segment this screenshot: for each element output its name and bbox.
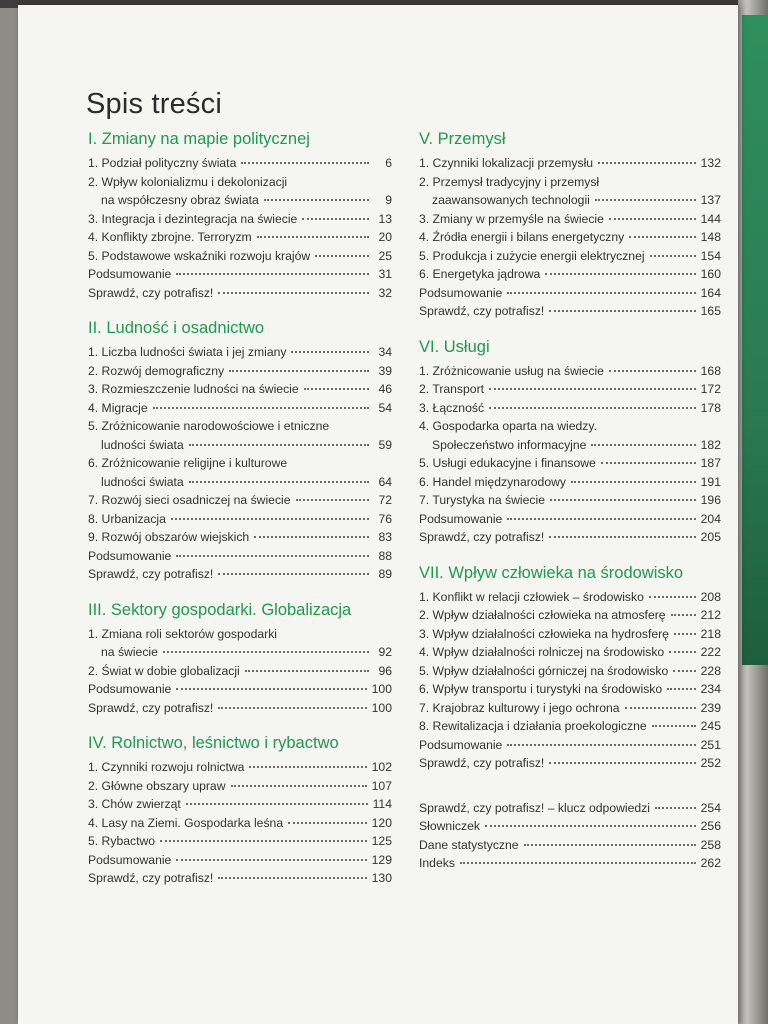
toc-entry-title: Dane statystyczne (419, 837, 519, 852)
toc-entry-title: Sprawdź, czy potrafisz! (88, 700, 214, 715)
toc-entry-page: 72 (378, 493, 392, 507)
toc-entry-title: Podsumowanie (88, 548, 172, 563)
toc-entry-title: 2. Transport (419, 382, 485, 396)
toc-entry-page: 254 (700, 800, 721, 815)
toc-entry-page: 46 (378, 382, 392, 396)
toc-entry-page: 83 (378, 530, 392, 544)
toc-chapter (419, 128, 721, 321)
toc-entry-title: 4. Gospodarka oparta na wiedzy. (419, 419, 597, 433)
toc-entry-page: 137 (700, 193, 721, 207)
dot-leader (507, 518, 695, 520)
dot-leader (153, 407, 369, 409)
dot-leader (671, 614, 696, 616)
toc-entry[interactable] (88, 343, 392, 362)
toc-entry-page: 25 (378, 248, 392, 263)
toc-entry[interactable] (88, 851, 392, 870)
chapter-heading[interactable]: V. Przemysł (419, 130, 506, 148)
toc-chapter (88, 302, 392, 584)
toc-entry[interactable] (88, 417, 392, 436)
dot-leader (550, 499, 696, 501)
toc-entry[interactable] (88, 380, 392, 399)
toc-chapter (419, 321, 721, 547)
dot-leader (591, 444, 695, 446)
toc-entry-page: 96 (378, 663, 392, 678)
toc-entry[interactable] (88, 284, 392, 303)
toc-entry-title: Podsumowanie (88, 682, 172, 696)
toc-entry-page: 168 (700, 363, 721, 378)
dot-leader (650, 255, 696, 257)
toc-entry[interactable] (88, 473, 392, 492)
dot-leader (171, 518, 369, 520)
toc-entry[interactable] (88, 528, 392, 547)
toc-entry[interactable] (419, 399, 721, 418)
appendix-list (419, 799, 721, 873)
toc-entry-title: 3. Zmiany w przemyśle na świecie (419, 211, 604, 226)
toc-entry-title: 6. Wpływ transportu i turystyki na środowisko (419, 682, 663, 696)
toc-entry-title: 4. Wpływ działalności rolniczej na środowisko (419, 645, 665, 659)
toc-entry[interactable] (419, 154, 721, 173)
chapter-heading[interactable]: III. Sektory gospodarki. Globalizacja (88, 600, 352, 619)
toc-entry-title: Podsumowanie (88, 852, 172, 867)
toc-entry-title: Podsumowanie (88, 267, 172, 281)
toc-entry-page: 154 (700, 248, 721, 263)
toc-entry[interactable] (419, 436, 721, 455)
dot-leader (549, 310, 695, 312)
toc-entry-title: 1. Podział polityczny świata (88, 156, 237, 170)
toc-entry[interactable] (419, 247, 721, 266)
toc-entry[interactable] (88, 758, 392, 777)
dot-leader (189, 481, 369, 483)
dot-leader (609, 370, 696, 372)
toc-entry-page: 132 (700, 156, 721, 170)
dot-leader (176, 859, 366, 861)
dot-leader (595, 199, 696, 201)
toc-entry[interactable] (419, 625, 721, 644)
dot-leader (218, 292, 369, 294)
dot-leader (241, 162, 369, 164)
chapter-heading[interactable]: VII. Wpływ człowieka na środowisko (419, 563, 684, 582)
toc-chapter (88, 717, 392, 888)
dot-leader (673, 670, 695, 672)
dot-leader (609, 218, 696, 220)
toc-entry[interactable] (419, 210, 721, 229)
toc-entry-page: 102 (371, 760, 392, 774)
toc-entry-page: 178 (700, 400, 721, 415)
toc-entry-title: na współczesny obraz świata (101, 193, 259, 207)
toc-entry-page: 164 (700, 285, 721, 300)
toc-entry-title: 6. Zróżnicowanie religijne i kulturowe (88, 456, 288, 470)
toc-chapter (419, 547, 721, 773)
toc-entry[interactable] (88, 643, 392, 662)
dot-leader (489, 388, 696, 390)
chapter-heading[interactable]: IV. Rolnictwo, leśnictwo i rybactwo (88, 734, 339, 752)
toc-entry-title: 6. Energetyka jądrowa (419, 267, 541, 281)
toc-entry[interactable] (88, 362, 392, 381)
dot-leader (485, 825, 696, 827)
toc-entry[interactable] (419, 588, 721, 607)
toc-entry[interactable] (88, 680, 392, 699)
toc-entry[interactable] (88, 814, 392, 833)
toc-entry[interactable] (88, 191, 392, 210)
toc-entry-page: 251 (700, 737, 721, 752)
toc-entry[interactable] (419, 191, 721, 210)
spacer (88, 584, 392, 599)
dot-leader (163, 651, 369, 653)
toc-entry-page: 34 (378, 345, 392, 359)
toc-right-column (419, 128, 721, 873)
toc-entry-page: 92 (378, 645, 392, 659)
toc-entry[interactable] (88, 436, 392, 455)
toc-entry-page: 191 (700, 474, 721, 489)
toc-entry-title: 1. Zróżnicowanie usług na świecie (419, 363, 604, 378)
toc-entry-title: 4. Migracje (88, 400, 148, 415)
toc-entry-title: 7. Krajobraz kulturowy i jego ochrona (419, 700, 620, 715)
toc-entry-title: 1. Liczba ludności świata i jej zmiany (88, 345, 287, 359)
toc-entry-page: 32 (378, 285, 392, 300)
toc-entry-page: 114 (372, 797, 392, 811)
dot-leader (649, 596, 696, 598)
toc-entry-title: zaawansowanych technologii (432, 193, 590, 207)
toc-entry[interactable] (88, 228, 392, 247)
toc-entry[interactable] (419, 173, 721, 192)
cover-edge-green (742, 15, 768, 665)
dot-leader (315, 255, 369, 257)
toc-entry-page: 20 (378, 230, 392, 244)
toc-entry-title: 2. Rozwój demograficzny (88, 363, 225, 378)
toc-entry-page: 120 (371, 815, 392, 830)
toc-entry[interactable] (419, 491, 721, 510)
toc-entry[interactable] (88, 399, 392, 418)
toc-entry[interactable] (88, 869, 392, 888)
toc-entry-title: 6. Handel międzynarodowy (419, 474, 567, 489)
dot-leader (229, 370, 369, 372)
chapter-heading[interactable]: I. Zmiany na mapie politycznej (88, 130, 310, 148)
dot-leader (545, 273, 695, 275)
toc-entry-page: 6 (385, 156, 392, 170)
toc-entry-page: 204 (700, 511, 721, 526)
dot-leader (304, 388, 369, 390)
spacer (419, 321, 721, 336)
dot-leader (176, 555, 369, 557)
toc-entry-title: 3. Rozmieszczenie ludności na świecie (88, 382, 299, 396)
toc-entry[interactable] (419, 736, 721, 755)
toc-entry-title: 4. Źródła energii i bilans energetyczny (419, 230, 625, 244)
toc-entry-title: Sprawdź, czy potrafisz! (88, 285, 214, 300)
toc-entry-title: Sprawdź, czy potrafisz! – klucz odpowiedzi (419, 800, 650, 815)
toc-entry-title: 5. Usługi edukacyjne i finansowe (419, 456, 596, 470)
dot-leader (296, 499, 369, 501)
toc-entry-title: 5. Wpływ działalności górniczej na środowisko (419, 663, 669, 678)
toc-entry-page: 228 (700, 663, 721, 678)
toc-entry-title: Sprawdź, czy potrafisz! (419, 530, 545, 544)
toc-entry-page: 9 (385, 193, 392, 207)
toc-entry[interactable] (88, 454, 392, 473)
toc-entry-title: 5. Rybactwo (88, 834, 156, 848)
toc-entry-title: 1. Konflikt w relacji człowiek – środowisko (419, 589, 644, 604)
toc-entry-page: 218 (700, 626, 721, 641)
dot-leader (176, 273, 369, 275)
toc-entry-title: Społeczeństwo informacyjne (432, 437, 587, 452)
toc-entry-page: 130 (371, 871, 392, 885)
toc-entry-title: 2. Wpływ kolonializmu i dekolonizacji (88, 174, 288, 189)
dot-leader (231, 785, 367, 787)
toc-entry[interactable] (419, 854, 721, 873)
toc-entry-title: 2. Wpływ działalności człowieka na atmosferę (419, 608, 666, 622)
toc-entry[interactable] (419, 606, 721, 625)
dot-leader (598, 162, 696, 164)
dot-leader (667, 688, 696, 690)
toc-entry-page: 208 (700, 589, 721, 604)
toc-entry-title: ludności świata (101, 474, 184, 489)
toc-entry-page: 13 (378, 211, 392, 226)
toc-entry-page: 160 (700, 267, 721, 281)
toc-entry-title: Sprawdź, czy potrafisz! (88, 567, 214, 581)
toc-entry-title: 1. Zmiana roli sektorów gospodarki (88, 626, 277, 641)
toc-entry-title: 1. Czynniki lokalizacji przemysłu (419, 156, 594, 170)
dot-leader (189, 444, 369, 446)
toc-entry[interactable] (88, 662, 392, 681)
toc-entry[interactable] (419, 265, 721, 284)
toc-entry-page: 100 (371, 682, 392, 696)
toc-entry-page: 222 (700, 645, 721, 659)
toc-entry-page: 89 (378, 567, 392, 581)
dot-leader (218, 573, 369, 575)
toc-entry-page: 234 (700, 682, 721, 696)
dot-leader (601, 462, 696, 464)
toc-entry[interactable] (419, 754, 721, 773)
spacer (88, 302, 392, 317)
toc-entry[interactable] (419, 454, 721, 473)
dot-leader (507, 744, 695, 746)
toc-entry-title: 7. Rozwój sieci osadniczej na świecie (88, 493, 291, 507)
toc-entry[interactable] (88, 795, 392, 814)
dot-leader (549, 536, 695, 538)
toc-entry[interactable] (419, 284, 721, 303)
toc-entry[interactable] (419, 510, 721, 529)
toc-entry[interactable] (419, 417, 721, 436)
toc-entry-page: 144 (700, 211, 721, 226)
toc-entry-title: Indeks (419, 856, 455, 870)
toc-entry-title: Podsumowanie (419, 737, 503, 752)
toc-entry[interactable] (88, 154, 392, 173)
toc-entry[interactable] (419, 228, 721, 247)
toc-entry[interactable] (88, 699, 392, 718)
toc-entry[interactable] (419, 817, 721, 836)
toc-entry-title: 3. Wpływ działalności człowieka na hydrosferę (419, 626, 669, 641)
toc-entry-page: 258 (700, 837, 721, 852)
toc-entry-title: 1. Czynniki rozwoju rolnictwa (88, 760, 245, 774)
toc-entry-page: 107 (371, 778, 392, 793)
dot-leader (652, 725, 696, 727)
toc-entry-title: 8. Rewitalizacja i działania proekologiczne (419, 719, 647, 733)
toc-entry-page: 31 (378, 267, 392, 281)
toc-chapter (88, 128, 392, 302)
dot-leader (254, 536, 369, 538)
dot-leader (218, 707, 366, 709)
toc-entry[interactable] (419, 380, 721, 399)
toc-entry-title: 3. Łączność (419, 400, 485, 415)
toc-entry-title: Podsumowanie (419, 285, 503, 300)
toc-entry-page: 64 (378, 474, 392, 489)
spacer (419, 547, 721, 562)
dot-leader (524, 844, 696, 846)
dot-leader (264, 199, 369, 201)
toc-entry-page: 245 (700, 719, 721, 733)
toc-entry[interactable] (88, 777, 392, 796)
toc-entry-title: 2. Świat w dobie globalizacji (88, 663, 240, 678)
toc-entry-page: 212 (700, 608, 721, 622)
toc-entry-page: 39 (378, 363, 392, 378)
toc-entry-page: 187 (700, 456, 721, 470)
dot-leader (249, 766, 366, 768)
toc-entry-page: 205 (700, 530, 721, 544)
toc-entry[interactable] (88, 510, 392, 529)
toc-entry-title: 2. Przemysł tradycyjny i przemysł (419, 174, 600, 189)
spacer (88, 717, 392, 732)
dot-leader (291, 351, 369, 353)
dot-leader (257, 236, 369, 238)
dot-leader (218, 877, 366, 879)
toc-entry-title: Podsumowanie (419, 511, 503, 526)
toc-entry[interactable] (88, 210, 392, 229)
dot-leader (507, 292, 695, 294)
toc-entry-page: 59 (378, 437, 392, 452)
toc-entry-page: 262 (700, 856, 721, 870)
spacer (419, 773, 721, 799)
dot-leader (160, 840, 367, 842)
toc-entry-page: 252 (700, 756, 721, 770)
toc-entry[interactable] (88, 547, 392, 566)
toc-entry-title: 3. Chów zwierząt (88, 797, 181, 811)
dot-leader (186, 803, 368, 805)
toc-entry[interactable] (419, 643, 721, 662)
dot-leader (549, 762, 695, 764)
toc-entry-title: 4. Lasy na Ziemi. Gospodarka leśna (88, 815, 284, 830)
dot-leader (176, 688, 366, 690)
toc-entry[interactable] (419, 836, 721, 855)
dot-leader (669, 651, 695, 653)
toc-entry-title: Sprawdź, czy potrafisz! (88, 871, 214, 885)
toc-entry[interactable] (88, 832, 392, 851)
toc-entry[interactable] (88, 247, 392, 266)
toc-entry-page: 172 (700, 382, 721, 396)
dot-leader (571, 481, 696, 483)
dot-leader (489, 407, 696, 409)
dot-leader (245, 670, 369, 672)
page-title: Spis treści (86, 88, 222, 120)
toc-entry-page: 88 (378, 548, 392, 563)
toc-entry[interactable] (419, 799, 721, 818)
toc-entry-title: 5. Podstawowe wskaźniki rozwoju krajów (88, 248, 311, 263)
toc-left-column (88, 128, 392, 888)
chapter-heading[interactable]: II. Ludność i osadnictwo (88, 319, 265, 337)
toc-entry-page: 256 (700, 819, 721, 833)
toc-entry-title: ludności świata (101, 437, 184, 452)
dot-leader (674, 633, 696, 635)
toc-entry-title: 2. Główne obszary upraw (88, 778, 226, 793)
toc-entry-title: 5. Produkcja i zużycie energii elektrycznej (419, 248, 645, 263)
toc-entry[interactable] (88, 265, 392, 284)
toc-entry-title: 7. Turystyka na świecie (419, 493, 545, 507)
toc-entry-page: 182 (700, 437, 721, 452)
dot-leader (655, 807, 696, 809)
toc-entry-title: 5. Zróżnicowanie narodowościowe i etniczne (88, 419, 330, 433)
toc-entry-page: 129 (371, 852, 392, 867)
toc-entry-title: 4. Konflikty zbrojne. Terroryzm (88, 230, 252, 244)
toc-entry[interactable] (419, 362, 721, 381)
toc-entry[interactable] (419, 662, 721, 681)
dot-leader (302, 218, 369, 220)
toc-entry[interactable] (419, 528, 721, 547)
toc-entry[interactable] (88, 491, 392, 510)
toc-entry-title: na świecie (101, 645, 158, 659)
dot-leader (625, 707, 696, 709)
toc-entry-page: 196 (700, 493, 721, 507)
toc-entry[interactable] (419, 302, 721, 321)
toc-entry-page: 125 (371, 834, 392, 848)
toc-entry[interactable] (419, 699, 721, 718)
toc-entry-title: Sprawdź, czy potrafisz! (419, 304, 545, 318)
toc-entry-page: 54 (378, 400, 392, 415)
toc-entry-title: Sprawdź, czy potrafisz! (419, 756, 545, 770)
toc-entry[interactable] (419, 473, 721, 492)
toc-entry[interactable] (419, 680, 721, 699)
toc-entry-title: 3. Integracja i dezintegracja na świecie (88, 211, 298, 226)
toc-entry-title: Słowniczek (419, 819, 480, 833)
toc-entry-page: 76 (378, 511, 392, 526)
toc-entry[interactable] (88, 625, 392, 644)
toc-entry-page: 239 (700, 700, 721, 715)
dot-leader (288, 822, 367, 824)
toc-entry[interactable] (88, 173, 392, 192)
toc-entry-title: 9. Rozwój obszarów wiejskich (88, 530, 250, 544)
dot-leader (460, 862, 696, 864)
toc-entry[interactable] (88, 565, 392, 584)
toc-entry-title: 8. Urbanizacja (88, 511, 166, 526)
toc-entry[interactable] (419, 717, 721, 736)
toc-chapter (88, 584, 392, 718)
toc-entry-page: 148 (700, 230, 721, 244)
toc-entry-page: 165 (700, 304, 721, 318)
dot-leader (629, 236, 695, 238)
toc-entry-page: 100 (371, 700, 392, 715)
chapter-heading[interactable]: VI. Usługi (419, 337, 490, 356)
